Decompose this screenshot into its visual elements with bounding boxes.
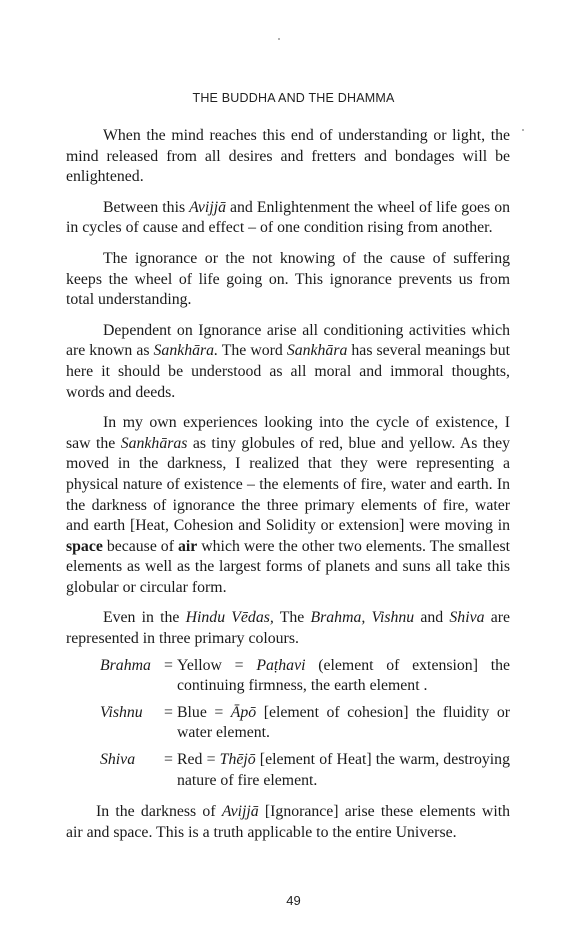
definition-term: Vishnu [100, 703, 143, 721]
bold-air: air [177, 537, 198, 555]
term-sankhara: Sankhāra [286, 342, 348, 360]
term-sankhara: Sankhāra. [153, 342, 219, 360]
text-run: In my own experiences looking into the cycle of existence, I saw the [66, 414, 510, 452]
running-head: THE BUDDHA AND THE DHAMMA [192, 91, 395, 105]
definition-shiva [66, 750, 510, 797]
term-thejo: Thējō [219, 751, 256, 769]
paragraph-3: The ignorance or the not knowing of the cause of suffering keeps the wheel of life going on. This ignorance prevents us from total understanding. [66, 249, 510, 309]
page-number: 49 [286, 893, 301, 908]
text-run: which were the other two elements. The smallest elements as well as the largest forms of planets and suns all take this globular or circular form. [66, 537, 510, 596]
text-run: [element of cohesion] the fluidity or water element. [177, 703, 510, 742]
text-run: [element of Heat] the warm, destroying nature of fire element. [177, 751, 510, 789]
text-run: has several meanings but here it should be understood as all moral and immoral thoughts, words and deeds. [66, 342, 510, 401]
text-run: are represented in three primary colours. [66, 609, 510, 648]
definition-description [177, 656, 510, 703]
text-run: Red = [177, 751, 220, 769]
definition-vishnu [66, 703, 510, 750]
equals-sign: = [164, 703, 173, 721]
definition-list [66, 656, 510, 798]
paragraph-4 [66, 321, 510, 403]
text-run: Dependent on Ignorance arise all conditioning activities which are known as [66, 321, 510, 360]
text-run: as tiny globules of red, blue and yellow. As they moved in the darkness, I realized that they were representing a physical nature of existence – the elements of fire, water and earth. In the darkness of ignorance the three primary elements of fire, water and earth [Heat, Cohesion and Solidity or extension] were moving in [66, 434, 510, 535]
definition-term: Brahma [100, 656, 151, 674]
text-run: Between this [103, 198, 190, 216]
definition-term: Shiva [100, 751, 136, 769]
bold-space: space [66, 537, 103, 555]
definition-brahma [66, 656, 510, 703]
print-speck [278, 38, 280, 40]
text-run: and Enlightenment the wheel of life goes on in cycles of cause and effect – of one condition rising from another. [66, 198, 510, 237]
text-run: Blue = [177, 703, 231, 721]
equals-sign: = [164, 751, 173, 769]
text-run: The word [218, 342, 287, 360]
paragraph-1: When the mind reaches this end of understanding or light, the mind released from all desires and fretters and bondages will be enlightened. [66, 127, 510, 186]
body-text [66, 126, 510, 843]
print-speck [522, 129, 524, 131]
paragraph-7 [66, 802, 510, 843]
text-run: Yellow = [177, 656, 257, 674]
text-run: Even in the [103, 609, 186, 627]
term-brahma-vishnu: Brahma, Vishnu [310, 609, 415, 627]
term-sankharas: Sankhāras [120, 434, 188, 452]
text-run: In the darkness of [96, 803, 222, 821]
text-run: The [273, 609, 311, 627]
term-pathavi: Paṭhavi [256, 656, 306, 674]
text-run: because of [102, 537, 178, 555]
term-apo: Āpō [230, 703, 257, 721]
term-hindu-vedas: Hindu Vēdas, [185, 609, 274, 627]
paragraph-6 [66, 608, 510, 649]
paragraph-2 [66, 198, 510, 239]
text-run: and [414, 609, 450, 627]
definition-description [177, 703, 510, 750]
term-avijja: Avijjā [189, 198, 226, 216]
paragraph-5 [66, 413, 510, 598]
text-run: [Ignorance] arise these elements with air and space. This is a truth applicable to the entire Universe. [66, 803, 510, 841]
term-avijja: Avijjā [221, 803, 259, 821]
term-shiva: Shiva [449, 609, 485, 627]
text-run: (element of extension] the continuing firmness, the earth element . [177, 656, 510, 695]
equals-sign: = [164, 656, 173, 674]
definition-description [177, 750, 510, 797]
